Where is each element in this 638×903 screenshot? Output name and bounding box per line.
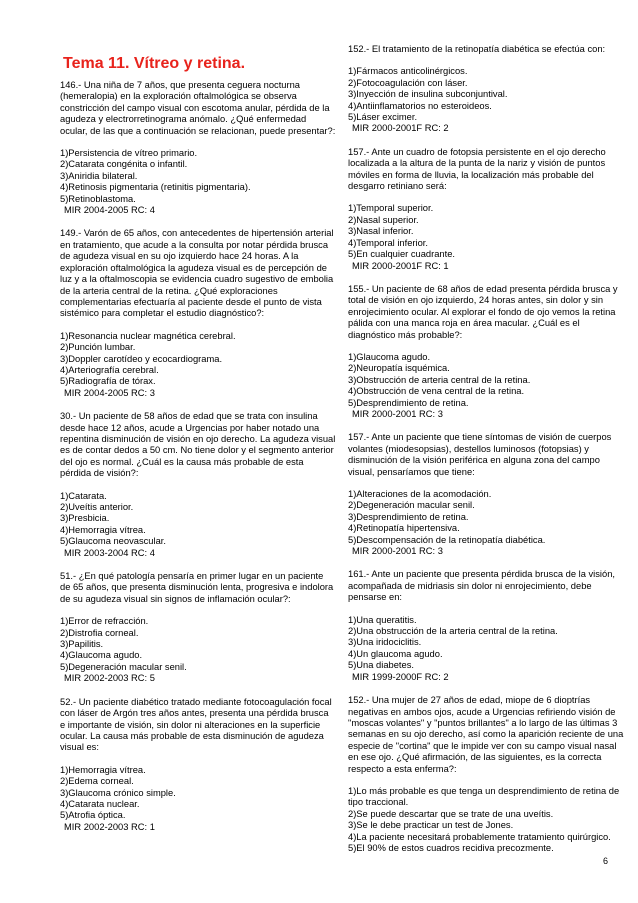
- answer-option: 1)Resonancia nuclear magnética cerebral.: [60, 330, 236, 341]
- answer-option: 1)Fármacos anticolinérgicos.: [348, 66, 468, 77]
- answer-option: 3)Desprendimiento de retina.: [348, 511, 469, 522]
- answer-option: 4)Catarata nuclear.: [60, 798, 140, 809]
- answer-option: 4)Temporal inferior.: [348, 237, 428, 248]
- left-question-list: [60, 80, 336, 833]
- answer-option: 3)Glaucoma crónico simple.: [60, 787, 176, 798]
- answer-option: 1)Error de refracción.: [60, 616, 149, 627]
- left-column: [60, 0, 336, 845]
- exam-reference: MIR 2003-2004 RC: 4: [64, 547, 155, 558]
- answer-option: 4)Glaucoma agudo.: [60, 650, 143, 661]
- answer-option: 2)Neuropatía isquémica.: [348, 363, 450, 374]
- answer-option: 2)Catarata congénita o infantil.: [60, 159, 188, 170]
- question-stem: 157.- Ante un cuadro de fotopsia persistente en el ojo derecho localizada a la altura de la punta de la nariz y visión de puntos móviles en forma de lluvia, la localización más probable del desgarro retiniano será:: [348, 146, 606, 192]
- answer-option: 3)Inyección de insulina subconjuntival.: [348, 89, 508, 100]
- exam-reference: MIR 2000-2001F RC: 2: [352, 123, 449, 134]
- exam-reference: MIR 2000-2001 RC: 3: [352, 408, 443, 419]
- answer-options: [348, 489, 624, 557]
- answer-option: 4)Hemorragia vítrea.: [60, 524, 146, 535]
- answer-options: [348, 203, 624, 271]
- answer-option: 5)El 90% de estos cuadros recidiva precozmente.: [348, 842, 554, 853]
- question-stem: 161.- Ante un paciente que presenta pérdida brusca de la visión, acompañada de midriasis sin dolor ni enrojecimiento, debe pensarse en:: [348, 569, 615, 603]
- answer-option: 5)Láser excimer.: [348, 112, 418, 123]
- answer-option: 4)Antiinflamatorios no esteroideos.: [348, 100, 492, 111]
- answer-option: 1)Lo más probable es que tenga un desprendimiento de retina de tipo traccional.: [348, 785, 620, 808]
- question-block: [348, 432, 624, 557]
- answer-option: 5)Desprendimiento de retina.: [348, 397, 469, 408]
- exam-reference: MIR 2000-2001 RC: 3: [352, 546, 443, 557]
- exam-reference: MIR 2002-2003 RC: 5: [64, 673, 155, 684]
- answer-options: [348, 786, 624, 854]
- answer-option: 5)Atrofia óptica.: [60, 810, 126, 821]
- question-block: [348, 284, 624, 420]
- answer-option: 2)Distrofia corneal.: [60, 627, 139, 638]
- right-question-list: [348, 44, 624, 854]
- question-block: [348, 695, 624, 854]
- answer-option: 2)Se puede descartar que se trate de una uveítis.: [348, 808, 554, 819]
- answer-options: [60, 331, 336, 399]
- answer-option: 2)Punción lumbar.: [60, 342, 136, 353]
- answer-options: [348, 352, 624, 420]
- answer-option: 3)Nasal inferior.: [348, 226, 414, 237]
- question-stem: 155.- Un paciente de 68 años de edad presenta pérdida brusca y total de visión en ojo izquierdo, 24 horas antes, sin dolor y sin enrojecimiento ocular. Al explorar el fondo de ojo vemos la retina pálida con una manca roja en área macular. ¿Cuál es el diagnóstico más probable?:: [348, 283, 618, 340]
- answer-option: 2)Nasal superior.: [348, 214, 419, 225]
- answer-option: 3)Una iridociclitis.: [348, 637, 422, 648]
- exam-reference: MIR 2004-2005 RC: 3: [64, 387, 155, 398]
- answer-option: 2)Degeneración macular senil.: [348, 500, 475, 511]
- answer-option: 2)Fotocoagulación con láser.: [348, 77, 468, 88]
- question-stem: 152.- Una mujer de 27 años de edad, miope de 6 dioptrías negativas en ambos ojos, acude a Urgencias refiriendo visión de "moscas volantes" y "puntos brillantes" a lo largo de las últimas 3 semanas en su ojo derecho, así como la aparición reciente de una especie de "cortina" que le impide ver con su campo visual nasal en ese ojo. ¿Qué afirmación, de las siguientes, es la correcta respecto a esta enferma?:: [348, 695, 624, 774]
- answer-option: 5)Retinoblastoma.: [60, 193, 136, 204]
- question-stem: 149.- Varón de 65 años, con antecedentes de hipertensión arterial en tratamiento, que acude a la consulta por notar pérdida brusca de agudeza visual en su ojo izquierdo hace 24 horas. A la exploración oftalmológica la agudeza visual es de percepción de luz y a la oftalmoscopia se evidencia cuadro sugestivo de embolia de la arteria central de la retina. ¿Qué exploraciones complementarias efectuaría al paciente desde el punto de vista sistémico para completar el estudio diagnóstico?:: [60, 228, 334, 319]
- answer-option: 4)Un glaucoma agudo.: [348, 648, 443, 659]
- answer-option: 5)En cualquier cuadrante.: [348, 249, 456, 260]
- exam-reference: MIR 2002-2003 RC: 1: [64, 821, 155, 832]
- page-number: 6: [602, 856, 608, 866]
- answer-option: 3)Presbicia.: [60, 513, 110, 524]
- question-stem: 52.- Un paciente diabético tratado mediante fotocoagulación focal con láser de Argón tres años antes, presenta una pérdida brusca e importante de visión, sin dolor ni alteraciones en la superficie ocular. La causa más probable de esta disminución de agudeza visual es:: [60, 696, 332, 753]
- answer-option: 3)Papilitis.: [60, 639, 104, 650]
- exam-reference: MIR 2000-2001F RC: 1: [352, 260, 449, 271]
- exam-reference: MIR 1999-2000F RC: 2: [352, 671, 449, 682]
- answer-option: 1)Catarata.: [60, 490, 107, 501]
- answer-option: 1)Temporal superior.: [348, 203, 434, 214]
- answer-option: 2)Una obstrucción de la arteria central de la retina.: [348, 626, 558, 637]
- answer-option: 3)Doppler carotídeo y ecocardiograma.: [60, 353, 223, 364]
- answer-option: 2)Uveítis anterior.: [60, 502, 134, 512]
- answer-option: 1)Hemorragia vítrea.: [60, 764, 146, 775]
- answer-option: 1)Glaucoma agudo.: [348, 351, 431, 362]
- answer-option: 1)Una queratitis.: [348, 614, 417, 625]
- answer-option: 1)Persistencia de vítreo primario.: [60, 148, 198, 159]
- answer-options: [348, 615, 624, 683]
- answer-option: 4)La paciente necesitará probablemente tratamiento quirúrgico.: [348, 831, 611, 842]
- answer-option: 3)Obstrucción de arteria central de la retina.: [348, 374, 531, 385]
- question-stem: 152.- El tratamiento de la retinopatía diabética se efectúa con:: [348, 44, 606, 54]
- answer-option: 5)Radiografía de tórax.: [60, 376, 156, 387]
- answer-option: 4)Retinopatía hipertensiva.: [348, 523, 460, 534]
- question-block: [60, 411, 336, 559]
- answer-options: [60, 616, 336, 684]
- question-block: [348, 44, 624, 135]
- question-block: [60, 697, 336, 833]
- exam-reference: MIR 2004-2005 RC: 4: [64, 205, 155, 216]
- question-block: [348, 147, 624, 272]
- page-title: Tema 11. Vítreo y retina.: [63, 55, 246, 72]
- answer-option: 3)Se le debe practicar un test de Jones.: [348, 820, 514, 831]
- question-stem: 30.- Un paciente de 58 años de edad que se trata con insulina desde hace 12 años, acude a Urgencias por haber notado una repentina disminución de visión en ojo derecho. La agudeza visual es de contar dedos a 50 cm. No tiene dolor y el segmento anterior del ojo es normal. ¿Cuál es la causa más probable de esta pérdida de visión?:: [60, 411, 336, 479]
- question-stem: 146.- Una niña de 7 años, que presenta ceguera nocturna (hemeralopia) en la exploración oftalmológica se observa constricción del campo visual con escotoma anular, pérdida de la agudeza y electrorretinograma anómalo. ¿Qué enfermedad ocular, de las que a continuación se relacionan, puede presentar?:: [60, 80, 336, 136]
- question-block: [348, 569, 624, 683]
- answer-option: 4)Arteriografía cerebral.: [60, 364, 159, 375]
- answer-options: [60, 491, 336, 559]
- answer-options: [60, 765, 336, 833]
- answer-option: 4)Retinosis pigmentaria (retinitis pigmentaria).: [60, 182, 251, 193]
- question-block: [60, 571, 336, 685]
- answer-option: 4)Obstrucción de vena central de la retina.: [348, 386, 525, 397]
- answer-option: 5)Descompensación de la retinopatía diabética.: [348, 534, 546, 545]
- answer-option: 3)Aniridia bilateral.: [60, 170, 138, 181]
- answer-options: [60, 148, 336, 216]
- answer-option: 5)Glaucoma neovascular.: [60, 536, 166, 547]
- question-block: [60, 228, 336, 399]
- answer-options: [348, 66, 624, 134]
- right-column: [348, 0, 624, 866]
- answer-option: 5)Degeneración macular senil.: [60, 661, 187, 672]
- question-stem: 157.- Ante un paciente que tiene síntomas de visión de cuerpos volantes (miodesopsias), destellos luminosos (fotopsias) y disminución de la visión periférica en alguna zona del campo visual, pensaríamos que tiene:: [348, 432, 612, 477]
- answer-option: 5)Una diabetes.: [348, 660, 414, 671]
- answer-option: 1)Alteraciones de la acomodación.: [348, 489, 492, 499]
- answer-option: 2)Edema corneal.: [60, 776, 134, 787]
- question-stem: 51.- ¿En qué patología pensaría en primer lugar en un paciente de 65 años, que presenta disminución lenta, progresiva e indolora de su agudeza visual sin signos de inflamación ocular?:: [60, 571, 334, 604]
- question-block: [60, 80, 336, 216]
